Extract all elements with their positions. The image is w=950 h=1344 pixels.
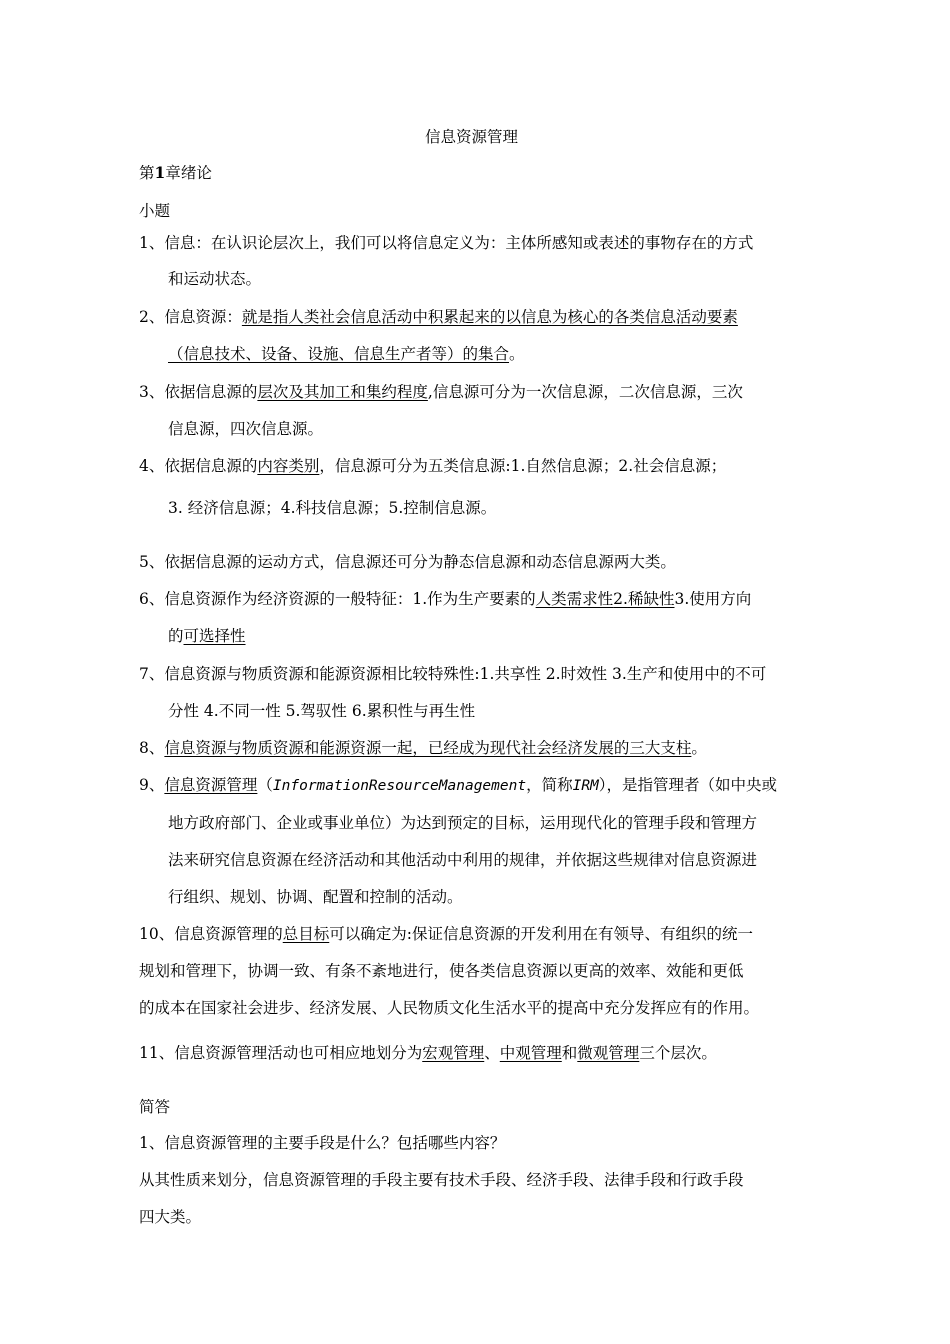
section-heading-short: 小题: [139, 202, 171, 220]
item-6-rest: 3.使用方向: [674, 590, 752, 608]
item-2-line-1: [139, 306, 738, 328]
answer-1-line-1: 从其性质来划分，信息资源管理的手段主要有技术手段、经济手段、法律手段和行政手段: [139, 1171, 744, 1189]
item-10-line-1: [139, 923, 753, 945]
item-2-definition: 就是指人类社会信息活动中积累起来的以信息为核心的各类信息活动要素: [241, 308, 738, 326]
question-1: 1、信息资源管理的主要手段是什么？包括哪些内容？: [139, 1134, 506, 1152]
item-6-num-2: 2.: [613, 590, 628, 608]
item-6-line-2: [168, 625, 246, 647]
item-11-sep: 、: [484, 1044, 500, 1062]
item-10-line-3: 的成本在国家社会进步、经济发展、人民物质文化生活水平的提高中充分发挥应有的作用。: [139, 999, 760, 1017]
item-10-goal: 总目标: [282, 925, 330, 943]
item-6-line-1: [139, 588, 751, 610]
item-10-rest: 可以确定为:保证信息资源的开发利用在有领导、有组织的统一: [329, 925, 753, 943]
item-3-line-1: [139, 381, 743, 403]
item-2-period: 。: [509, 345, 525, 363]
item-11-tail: 三个层次。: [639, 1044, 717, 1062]
item-9-line-4: 行组织、规划、协调、配置和控制的活动。: [168, 888, 463, 906]
item-9-abbr-label: ，简称: [526, 776, 573, 794]
item-9-line-1: [139, 774, 777, 797]
item-3-rest: ,信息源可分为一次信息源，二次信息源，三次: [427, 383, 743, 401]
item-9-paren-open: （: [257, 776, 273, 794]
chapter-number: 1: [154, 163, 166, 182]
item-5: 5、依据信息源的运动方式，信息源还可分为静态信息源和动态信息源两大类。: [139, 553, 676, 571]
item-3-underlined: 层次及其加工和集约程度: [257, 383, 428, 401]
item-10-lead: 10、信息资源管理的: [139, 925, 283, 943]
item-8-num: 8、: [139, 739, 165, 757]
item-3-line-2: 信息源，四次信息源。: [168, 420, 324, 438]
chapter-prefix: 第: [139, 164, 155, 182]
item-11-and: 和: [561, 1044, 578, 1062]
item-7-line-1: 7、信息资源与物质资源和能源资源相比较特殊性:1.共享性 2.时效性 3.生产和使用中的不可: [139, 665, 767, 683]
item-6-de: 的: [168, 627, 184, 645]
answer-1-line-2: 四大类。: [139, 1208, 202, 1226]
item-4-line-1: [139, 455, 726, 477]
item-2-label: 2、信息资源：: [139, 308, 242, 326]
item-1-line-1: 1、信息：在认识论层次上，我们可以将信息定义为：主体所感知或表述的事物存在的方式: [139, 234, 754, 252]
item-6-selectability: 可选择性: [183, 627, 246, 645]
section-heading-answer: 简答: [139, 1098, 171, 1116]
item-4-lead: 4、依据信息源的: [139, 457, 258, 475]
item-11-meso: 中观管理: [499, 1044, 562, 1062]
item-9-english-term: InformationResourceManagement: [272, 778, 527, 794]
item-4-rest: ，信息源可分为五类信息源:1.自然信息源；2.社会信息源；: [319, 457, 727, 475]
item-3-lead: 3、依据信息源的: [139, 383, 258, 401]
item-2-line-2: [168, 343, 525, 365]
item-6-lead: 6、信息资源作为经济资源的一般特征：1.作为生产要素的: [139, 590, 536, 608]
item-11: [139, 1042, 717, 1064]
item-9-abbr: IRM: [572, 778, 599, 794]
item-9-line-3: 法来研究信息资源在经济活动和其他活动中利用的规律，并依据这些规律对信息资源进: [168, 851, 758, 869]
item-8: [139, 737, 707, 759]
item-6-demand: 人类需求性: [535, 590, 614, 608]
item-2-definition-cont: （信息技术、设备、设施、信息生产者等）的集合: [168, 345, 510, 363]
document-title: 信息资源管理: [425, 128, 519, 146]
chapter-heading: [139, 162, 212, 184]
item-1-line-2: 和运动状态。: [168, 270, 262, 288]
chapter-name: 章绪论: [165, 164, 212, 182]
item-4-underlined: 内容类别: [257, 457, 320, 475]
item-6-scarcity: 稀缺性: [627, 590, 675, 608]
item-11-macro: 宏观管理: [422, 1044, 485, 1062]
item-4-line-2: 3. 经济信息源；4.科技信息源；5.控制信息源。: [168, 499, 497, 517]
item-9-rest: ），是指管理者（如中央或: [598, 776, 778, 794]
item-9-num: 9、: [139, 776, 165, 794]
item-10-line-2: 规划和管理下，协调一致、有条不紊地进行，使各类信息资源以更高的效率、效能和更低: [139, 962, 744, 980]
item-9-line-2: 地方政府部门、企业或事业单位）为达到预定的目标，运用现代化的管理手段和管理方: [168, 814, 758, 832]
item-11-micro: 微观管理: [577, 1044, 640, 1062]
item-7-line-2: 分性 4.不同一性 5.驾驭性 6.累积性与再生性: [168, 702, 476, 720]
item-8-underlined: 信息资源与物质资源和能源资源一起，已经成为现代社会经济发展的三大支柱: [164, 739, 692, 757]
item-11-lead: 11、信息资源管理活动也可相应地划分为: [139, 1044, 423, 1062]
item-9-term: 信息资源管理: [164, 776, 258, 794]
item-8-period: 。: [691, 739, 707, 757]
